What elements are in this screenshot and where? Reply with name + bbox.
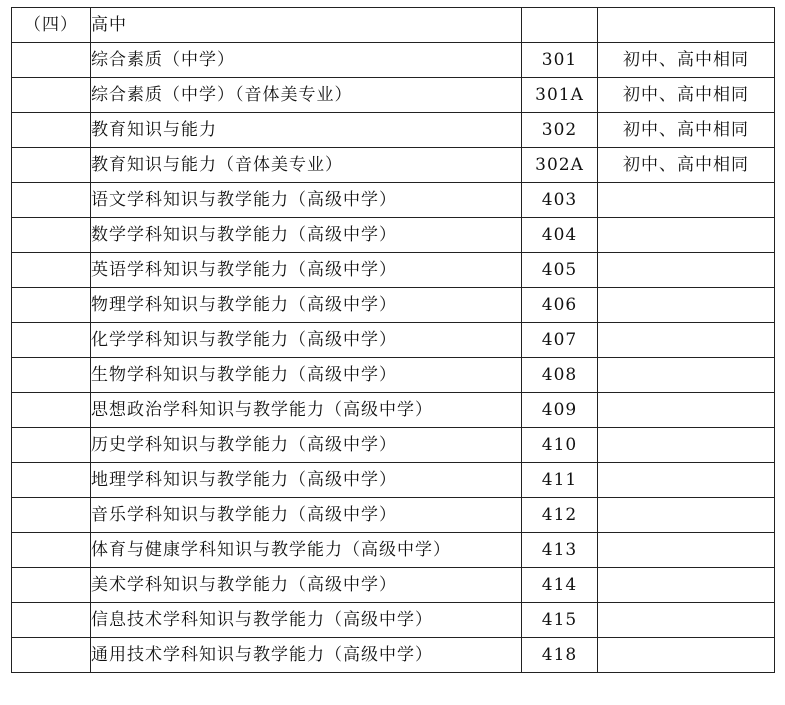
subject-code: 411 (522, 463, 598, 498)
subject-note (598, 603, 775, 638)
row-index-cell (12, 183, 91, 218)
subject-code: 410 (522, 428, 598, 463)
row-index-cell (12, 358, 91, 393)
subject-name: 通用技术学科知识与教学能力（高级中学） (91, 638, 522, 673)
table-row (12, 568, 775, 603)
subject-name: 综合素质（中学）（音体美专业） (91, 78, 522, 113)
subject-code: 301A (522, 78, 598, 113)
table-row (12, 498, 775, 533)
subject-note (598, 498, 775, 533)
subject-code: 412 (522, 498, 598, 533)
subject-code: 418 (522, 638, 598, 673)
subject-name: 综合素质（中学） (91, 43, 522, 78)
subject-code: 414 (522, 568, 598, 603)
subject-note: 初中、高中相同 (598, 113, 775, 148)
exam-subject-table-container (11, 7, 775, 673)
table-row (12, 113, 775, 148)
subject-note (598, 533, 775, 568)
subject-code: 415 (522, 603, 598, 638)
row-index-cell (12, 393, 91, 428)
subject-name: 数学学科知识与教学能力（高级中学） (91, 218, 522, 253)
table-row (12, 603, 775, 638)
subject-note (598, 428, 775, 463)
subject-name: 体育与健康学科知识与教学能力（高级中学） (91, 533, 522, 568)
subject-note (598, 358, 775, 393)
subject-code: 409 (522, 393, 598, 428)
subject-name: 思想政治学科知识与教学能力（高级中学） (91, 393, 522, 428)
row-index-cell (12, 498, 91, 533)
row-index-cell (12, 638, 91, 673)
subject-note (598, 638, 775, 673)
table-row (12, 148, 775, 183)
table-row (12, 428, 775, 463)
subject-name: 美术学科知识与教学能力（高级中学） (91, 568, 522, 603)
subject-note (598, 323, 775, 358)
subject-name: 物理学科知识与教学能力（高级中学） (91, 288, 522, 323)
subject-note: 初中、高中相同 (598, 148, 775, 183)
section-index: （四） (12, 8, 91, 43)
subject-code: 302 (522, 113, 598, 148)
row-index-cell (12, 603, 91, 638)
table-row (12, 323, 775, 358)
subject-code: 408 (522, 358, 598, 393)
subject-code: 301 (522, 43, 598, 78)
subject-name: 生物学科知识与教学能力（高级中学） (91, 358, 522, 393)
exam-subject-table (11, 7, 775, 673)
table-row (12, 358, 775, 393)
subject-code: 302A (522, 148, 598, 183)
table-row (12, 393, 775, 428)
subject-name: 信息技术学科知识与教学能力（高级中学） (91, 603, 522, 638)
subject-name: 音乐学科知识与教学能力（高级中学） (91, 498, 522, 533)
subject-code: 413 (522, 533, 598, 568)
row-index-cell (12, 568, 91, 603)
subject-code: 404 (522, 218, 598, 253)
table-row (12, 43, 775, 78)
table-row (12, 78, 775, 113)
section-title: 高中 (91, 8, 522, 43)
subject-note (598, 218, 775, 253)
subject-name: 化学学科知识与教学能力（高级中学） (91, 323, 522, 358)
row-index-cell (12, 428, 91, 463)
row-index-cell (12, 323, 91, 358)
row-index-cell (12, 78, 91, 113)
subject-note: 初中、高中相同 (598, 43, 775, 78)
subject-note (598, 393, 775, 428)
table-body (12, 8, 775, 673)
table-row (12, 218, 775, 253)
row-index-cell (12, 218, 91, 253)
subject-note (598, 568, 775, 603)
table-row (12, 638, 775, 673)
table-row (12, 463, 775, 498)
subject-code: 403 (522, 183, 598, 218)
subject-name: 语文学科知识与教学能力（高级中学） (91, 183, 522, 218)
subject-code: 405 (522, 253, 598, 288)
table-row (12, 253, 775, 288)
row-index-cell (12, 253, 91, 288)
subject-note (598, 463, 775, 498)
section-note-cell (598, 8, 775, 43)
subject-note (598, 288, 775, 323)
subject-code: 406 (522, 288, 598, 323)
subject-note (598, 253, 775, 288)
section-header-row (12, 8, 775, 43)
subject-note: 初中、高中相同 (598, 78, 775, 113)
row-index-cell (12, 148, 91, 183)
row-index-cell (12, 533, 91, 568)
section-code-cell (522, 8, 598, 43)
table-row (12, 533, 775, 568)
row-index-cell (12, 43, 91, 78)
subject-name: 地理学科知识与教学能力（高级中学） (91, 463, 522, 498)
subject-name: 历史学科知识与教学能力（高级中学） (91, 428, 522, 463)
row-index-cell (12, 288, 91, 323)
subject-name: 教育知识与能力（音体美专业） (91, 148, 522, 183)
subject-name: 英语学科知识与教学能力（高级中学） (91, 253, 522, 288)
row-index-cell (12, 113, 91, 148)
row-index-cell (12, 463, 91, 498)
subject-note (598, 183, 775, 218)
table-row (12, 288, 775, 323)
subject-code: 407 (522, 323, 598, 358)
table-row (12, 183, 775, 218)
subject-name: 教育知识与能力 (91, 113, 522, 148)
